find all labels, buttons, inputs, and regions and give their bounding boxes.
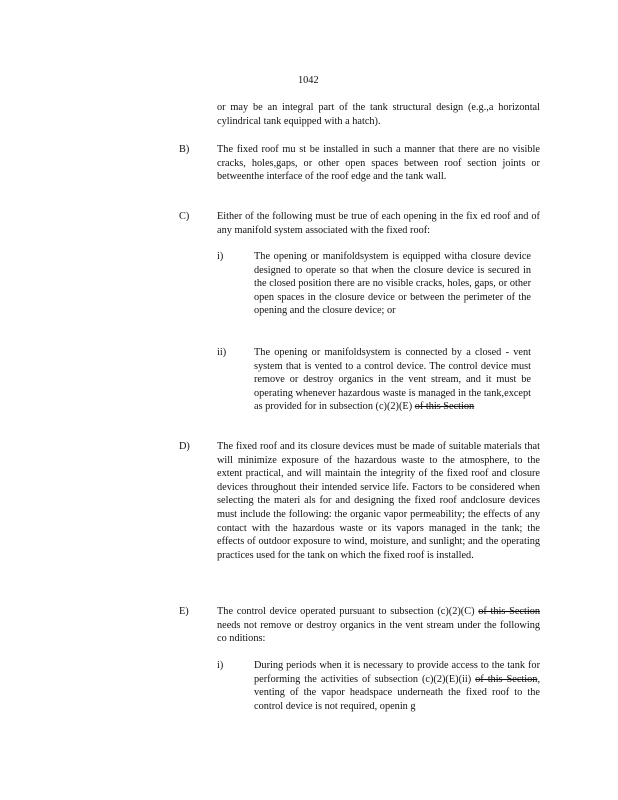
section-c-text: Either of the following must be true of each opening in the fix ed roof and of any manifold system associated with the fixed roof: bbox=[217, 211, 540, 236]
section-b-text: The fixed roof mu st be installed in such a manner that there are no visible cracks, holes,gaps, or other open spaces between roof section joints or betweenthe interface of the roof edge and the tank wall. bbox=[217, 144, 540, 183]
section-d-label: D) bbox=[179, 441, 190, 452]
section-c-label: C) bbox=[179, 211, 190, 222]
intro-paragraph: or may be an integral part of the tank structural design (e.g.,a horizontal cylindrical tank equipped with a hatch). bbox=[217, 102, 540, 127]
section-e-i-text: During periods when it is necessary to provide access to the tank for performing the activities of subsection (c)(2)(E)(ii) of this Section, venting of the vapor headspace underneath the fixed roof to the control device is not required, openin g bbox=[254, 660, 541, 712]
page-number: 1042 bbox=[298, 75, 319, 86]
section-b-label: B) bbox=[179, 144, 190, 155]
section-e-i-label: i) bbox=[217, 660, 224, 671]
struck-text: of this Section bbox=[414, 401, 475, 413]
section-d-text: The fixed roof and its closure devices must be made of suitable materials that will minimize exposure of the hazardous waste to the atmosphere, to the extent practical, and will maintain the integrity of the fixed roof and closure devices throughout their intended service life. Factors to be considered when selecting the materi als for and designing the fixed roof andclosure devices must include the following: the organic vapor permeability; the effects of any contact with the hazardous waste or its vapors managed in the tank; the effects of outdoor exposure to wind, moisture, and sunlight; and the operating practices used for the tank on which the fixed roof is installed. bbox=[217, 441, 540, 561]
struck-text: of this Section bbox=[475, 673, 538, 685]
section-c-i-label: i) bbox=[217, 251, 224, 262]
section-c-ii-label: ii) bbox=[217, 347, 227, 358]
struck-text: of this Section bbox=[478, 606, 541, 617]
section-e-label: E) bbox=[179, 606, 189, 617]
section-c-ii-text: The opening or manifoldsystem is connected by a closed - vent system that is vented to a control device. The control device must remove or destroy organics in the vent stream, and it must be operating whenever hazardous waste is managed in the tank,except as provided for in subsection (c)(2)(E) of this Section bbox=[254, 347, 531, 413]
section-c-i-text: The opening or manifoldsystem is equipped witha closure device designed to operate so that when the closure device is secured in the closed position there are no visible cracks, holes, gaps, or other open spaces in the closure device or between the perimeter of the opening and the closure device; or bbox=[254, 251, 531, 317]
section-e-text: The control device operated pursuant to subsection (c)(2)(C) of this Section needs not remove or destroy organics in the vent stream under the following co nditions: bbox=[217, 606, 541, 645]
